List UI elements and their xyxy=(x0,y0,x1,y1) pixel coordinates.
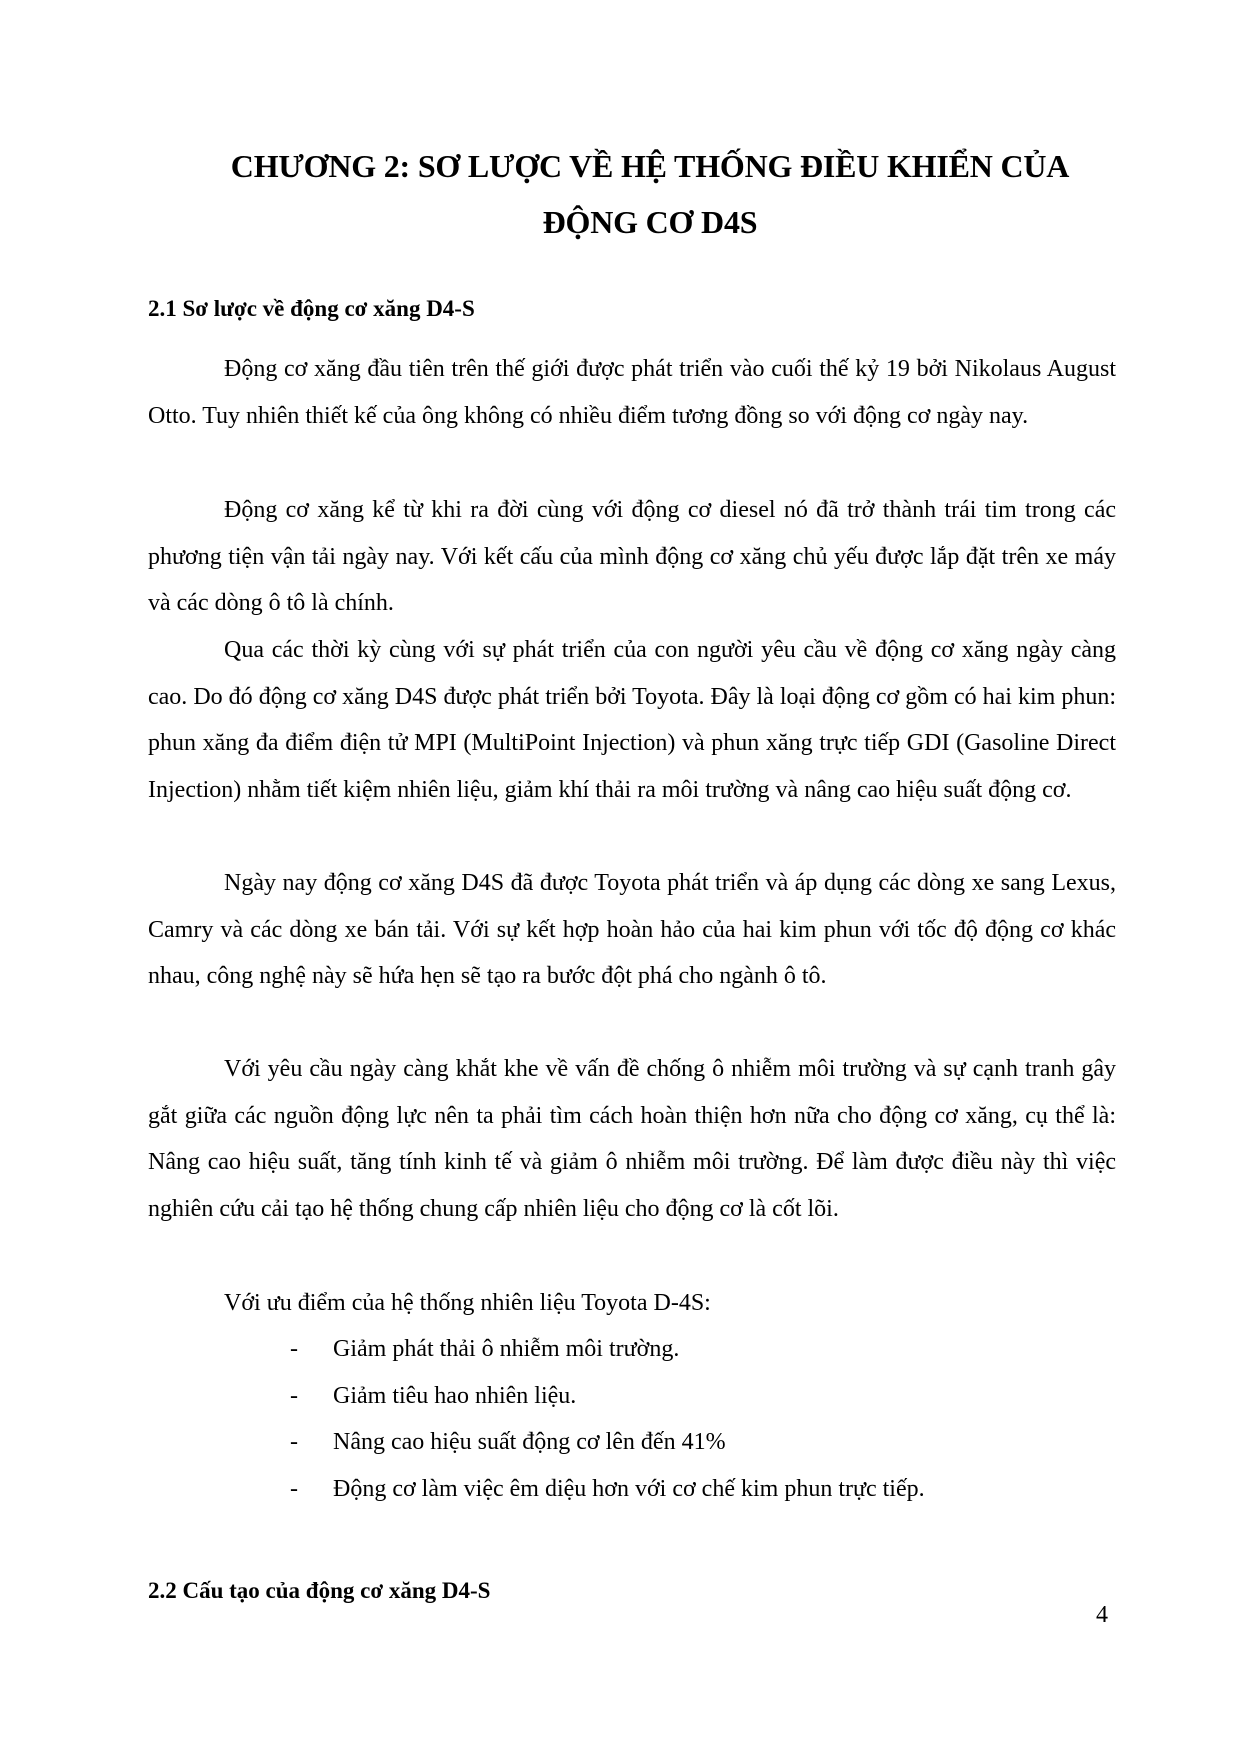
list-item-text: Động cơ làm việc êm diệu hơn với cơ chế kim phun trực tiếp. xyxy=(333,1475,925,1502)
paragraph-6: Với ưu điểm của hệ thống nhiên liệu Toyota D-4S: xyxy=(224,1290,711,1316)
paragraph-5: Với yêu cầu ngày càng khắt khe về vấn đề chống ô nhiễm môi trường và sự cạnh tranh gây gắt giữa các nguồn động lực nên ta phải tìm cách hoàn thiện hơn nữa cho động cơ xăng, cụ thể là: Nâng cao hiệu suất, tăng tính kinh tế và giảm ô nhiễm môi trường. Để làm được điều này thì việc nghiên cứu cải tạo hệ thống chung cấp nhiên liệu cho động cơ là cốt lõi. xyxy=(148,1056,1116,1222)
list-item-text: Giảm tiêu hao nhiên liệu. xyxy=(333,1382,577,1409)
chapter-title-line-2: ĐỘNG CƠ D4S xyxy=(542,204,758,240)
list-item xyxy=(290,1326,925,1373)
paragraph-3: Qua các thời kỳ cùng với sự phát triển của con người yêu cầu về động cơ xăng ngày càng cao. Do đó động cơ xăng D4S được phát triển bởi Toyota. Đây là loại động cơ gồm có hai kim phun: phun xăng đa điểm điện tử MPI (MultiPoint Injection) và phun xăng trực tiếp GDI (Gasoline Direct Injection) nhằm tiết kiệm nhiên liệu, giảm khí thải ra môi trường và nâng cao hiệu suất động cơ. xyxy=(148,637,1116,803)
paragraph-2: Động cơ xăng kể từ khi ra đời cùng với động cơ diesel nó đã trở thành trái tim trong các phương tiện vận tải ngày nay. Với kết cấu của mình động cơ xăng chủ yếu được lắp đặt trên xe máy và các dòng ô tô là chính. xyxy=(148,497,1116,616)
dash-marker: - xyxy=(290,1475,298,1502)
list-item-text: Nâng cao hiệu suất động cơ lên đến 41% xyxy=(333,1429,726,1455)
list-item xyxy=(290,1373,925,1420)
list-item xyxy=(290,1466,925,1513)
chapter-title-line-1: CHƯƠNG 2: SƠ LƯỢC VỀ HỆ THỐNG ĐIỀU KHIỂN CỦA xyxy=(230,148,1070,184)
list-item xyxy=(290,1419,925,1466)
paragraph-4: Ngày nay động cơ xăng D4S đã được Toyota phát triển và áp dụng các dòng xe sang Lexus, Camry và các dòng xe bán tải. Với sự kết hợp hoàn hảo của hai kim phun với tốc độ động cơ khác nhau, công nghệ này sẽ hứa hẹn sẽ tạo ra bước đột phá cho ngành ô tô. xyxy=(148,870,1116,989)
section-heading-2-2: 2.2 Cấu tạo của động cơ xăng D4-S xyxy=(148,1578,491,1603)
dash-marker: - xyxy=(290,1336,298,1362)
list-item-text: Giảm phát thải ô nhiễm môi trường. xyxy=(333,1336,680,1362)
page-number: 4 xyxy=(1096,1602,1108,1628)
advantages-list xyxy=(290,1326,925,1512)
dash-marker: - xyxy=(290,1429,298,1455)
paragraph-1: Động cơ xăng đầu tiên trên thế giới được phát triển vào cuối thế kỷ 19 bởi Nikolaus August Otto. Tuy nhiên thiết kế của ông không có nhiều điểm tương đồng so với động cơ ngày nay. xyxy=(148,356,1116,429)
dash-marker: - xyxy=(290,1382,298,1409)
section-heading-2-1: 2.1 Sơ lược về động cơ xăng D4-S xyxy=(148,296,475,321)
